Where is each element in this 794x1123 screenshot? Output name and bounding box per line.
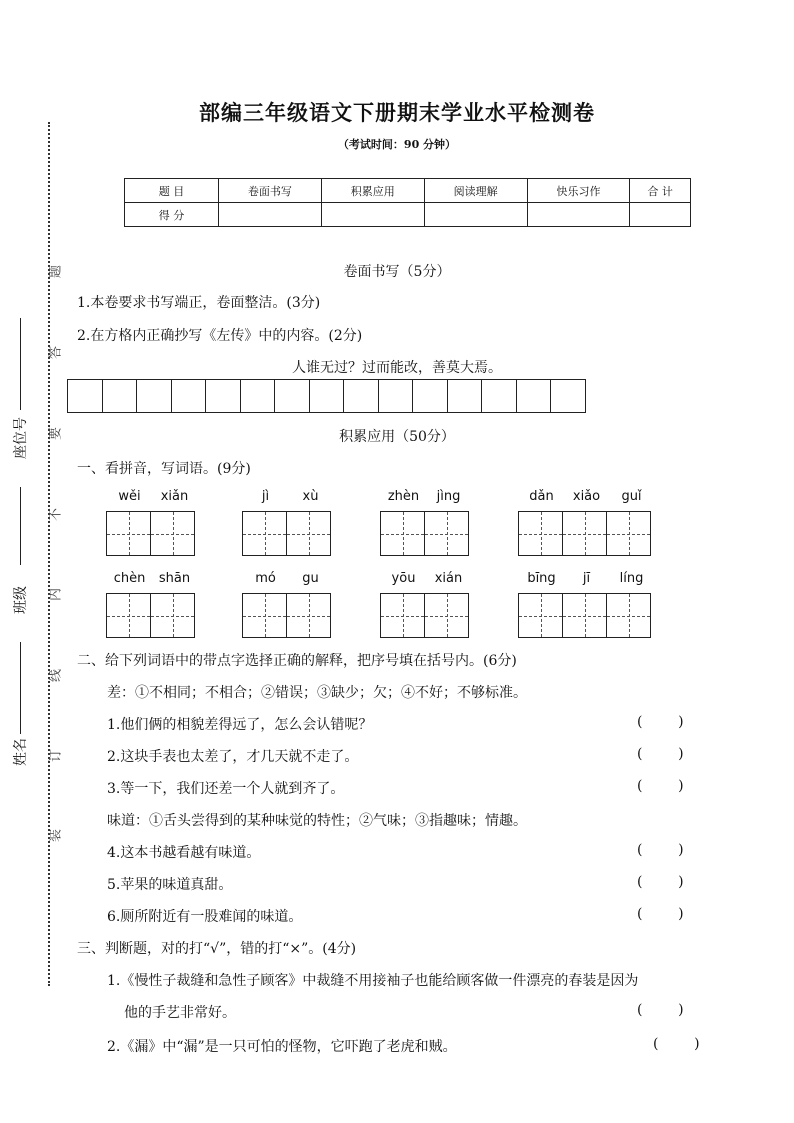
score-header-cell: 题 目 [125,179,219,203]
seal-char: 不 [48,508,64,522]
tianzi-cell[interactable] [380,593,425,638]
answer-blank[interactable]: ( ) [637,714,684,730]
grid-cell[interactable] [481,379,517,413]
tianzi-cell[interactable] [424,593,469,638]
pinyin: yōu [391,571,416,586]
seal-char: 要 [48,427,64,441]
grid-cell[interactable] [240,379,276,413]
answer-blank[interactable]: ( ) [637,1002,684,1018]
weidao-item-5: 5.苹果的味道真甜。 [107,877,233,893]
pinyin: gu [302,571,319,586]
score-table-score-row [125,203,691,227]
question-1-title: 一、看拼音，写词语。(9分) [77,461,251,477]
grid-cell[interactable] [516,379,552,413]
grid-cell[interactable] [550,379,586,413]
pinyin: jìng [436,489,461,504]
name-line [20,642,21,734]
tianzi-cell[interactable] [242,593,287,638]
copy-quote: 人谁无过？过而能改，善莫大焉。 [292,360,502,376]
seal-char: 内 [48,588,64,602]
pinyin: xiǎn [160,489,189,504]
pinyin: xiǎo [572,489,601,504]
section-heading-accumulation: 积累应用（50分） [339,429,455,445]
section-heading-writing: 卷面书写（5分） [343,264,451,280]
grid-cell[interactable] [309,379,345,413]
pinyin: líng [619,571,644,586]
writing-item-2: 2.在方格内正确抄写《左传》中的内容。(2分) [77,328,363,344]
tianzi-cell[interactable] [424,511,469,556]
score-table-header-row [125,179,691,203]
cha-definitions: 差：①不相同；不相合；②错误；③缺少；欠；④不好；不够标准。 [107,685,527,701]
question-2-title: 二、给下列词语中的带点字选择正确的解释，把序号填在括号内。(6分) [77,653,517,669]
grid-cell[interactable] [102,379,138,413]
pinyin-word-3 [381,489,471,556]
seal-char: 线 [48,669,64,683]
pinyin-word-1 [107,489,197,556]
pinyin: jī [582,571,591,586]
tianzi-cell[interactable] [286,593,331,638]
seal-char: 装 [48,829,64,843]
score-header-cell: 合 计 [630,179,691,203]
answer-blank[interactable]: ( ) [653,1036,700,1052]
pinyin-word-2 [243,489,333,556]
weidao-definitions: 味道：①舌头尝得到的某种味觉的特性；②气味；③指趣味；情趣。 [107,813,527,829]
tianzi-cell[interactable] [150,511,195,556]
question-3-title: 三、判断题，对的打“√”，错的打“×”。(4分) [77,941,357,957]
answer-blank[interactable]: ( ) [637,842,684,858]
answer-blank[interactable]: ( ) [637,746,684,762]
score-header-cell: 积累应用 [321,179,424,203]
binding-dotted-line [48,122,50,986]
tianzi-cell[interactable] [106,593,151,638]
score-header-cell: 阅读理解 [424,179,527,203]
tianzi-cell[interactable] [106,511,151,556]
score-cell[interactable] [219,203,322,227]
cha-item-1: 1.他们俩的相貌差得远了，怎么会认错呢？ [107,717,373,733]
judge-item-2: 2.《漏》中“漏”是一只可怕的怪物，它吓跑了老虎和贼。 [107,1039,457,1055]
score-table [124,178,691,227]
pinyin: xù [302,489,319,504]
judge-item-1-cont: 他的手艺非常好。 [124,1005,236,1021]
score-cell[interactable] [424,203,527,227]
pinyin: chèn [113,571,146,586]
page-title: 部编三年级语文下册期末学业水平检测卷 [199,100,595,125]
weidao-item-4: 4.这本书越看越有味道。 [107,845,261,861]
tianzi-cell[interactable] [606,593,651,638]
score-header-cell: 快乐习作 [527,179,630,203]
tianzi-cell[interactable] [562,593,607,638]
pinyin-word-5 [107,571,197,638]
pinyin-word-7 [381,571,471,638]
pinyin-word-4 [519,489,654,556]
pinyin: jì [261,489,270,504]
score-cell[interactable] [630,203,691,227]
pinyin: zhèn [387,489,420,504]
pinyin: mó [255,571,276,586]
grid-cell[interactable] [343,379,379,413]
grid-cell[interactable] [171,379,207,413]
copy-grid[interactable] [68,379,586,413]
score-cell[interactable] [321,203,424,227]
seal-char: 题 [48,265,64,279]
pinyin: shān [158,571,191,586]
seal-char: 答 [48,346,64,360]
pinyin: xián [434,571,463,586]
seal-char: 订 [48,749,64,763]
class-label: 班级 [13,586,29,614]
grid-cell[interactable] [378,379,414,413]
tianzi-cell[interactable] [242,511,287,556]
pinyin: wěi [118,489,141,504]
tianzi-cell[interactable] [286,511,331,556]
score-header-cell: 卷面书写 [219,179,322,203]
tianzi-cell[interactable] [150,593,195,638]
score-row-label: 得 分 [125,203,219,227]
grid-cell[interactable] [205,379,241,413]
grid-cell[interactable] [67,379,103,413]
tianzi-cell[interactable] [518,593,563,638]
weidao-item-6: 6.厕所附近有一股难闻的味道。 [107,909,303,925]
grid-cell[interactable] [412,379,448,413]
score-cell[interactable] [527,203,630,227]
cha-item-3: 3.等一下，我们还差一个人就到齐了。 [107,781,345,797]
tianzi-cell[interactable] [380,511,425,556]
pinyin: bīng [527,571,556,586]
pinyin-word-6 [243,571,333,638]
cha-item-2: 2.这块手表也太差了，才几天就不走了。 [107,749,359,765]
writing-item-1: 1.本卷要求书写端正，卷面整洁。(3分) [77,295,321,311]
class-line [20,487,21,565]
answer-blank[interactable]: ( ) [637,874,684,890]
answer-blank[interactable]: ( ) [637,906,684,922]
grid-cell[interactable] [136,379,172,413]
pinyin-word-8 [519,571,654,638]
exam-duration: （考试时间：90 分钟） [337,138,457,151]
tianzi-cell[interactable] [606,511,651,556]
grid-cell[interactable] [274,379,310,413]
judge-item-1: 1.《慢性子裁缝和急性子顾客》中裁缝不用接袖子也能给顾客做一件漂亮的春装是因为 [107,973,639,989]
pinyin: guǐ [621,489,642,504]
grid-cell[interactable] [447,379,483,413]
answer-blank[interactable]: ( ) [637,778,684,794]
pinyin: dǎn [529,489,554,504]
name-label: 姓名 [13,738,29,766]
tianzi-cell[interactable] [518,511,563,556]
tianzi-cell[interactable] [562,511,607,556]
seat-number-label: 座位号 [13,417,29,459]
